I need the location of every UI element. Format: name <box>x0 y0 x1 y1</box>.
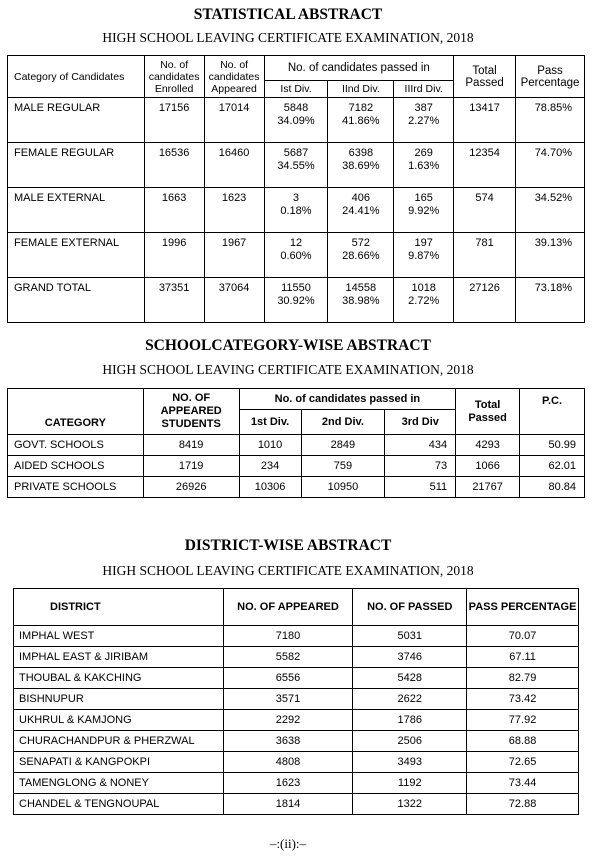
table-row <box>14 689 579 710</box>
pass-percentage-cell: 68.88 <box>467 731 579 752</box>
table-row <box>14 731 579 752</box>
header-appeared: NO. OF APPEARED <box>223 589 353 626</box>
table-row <box>8 143 585 188</box>
header-total-passed: Total Passed <box>456 389 520 435</box>
table-row <box>14 647 579 668</box>
header-enrolled: No. of candidates Enrolled <box>144 56 204 98</box>
div2-cell-percent: 38.69% <box>342 160 380 172</box>
district-cell: UKHRUL & KAMJONG <box>14 710 224 731</box>
statistical-abstract-subtitle: HIGH SCHOOL LEAVING CERTIFICATE EXAMINATION, 2018 <box>102 30 474 45</box>
div2-cell <box>328 278 394 323</box>
passed-cell: 3493 <box>353 752 467 773</box>
district-subtitle: HIGH SCHOOL LEAVING CERTIFICATE EXAMINATION, 2018 <box>102 563 474 578</box>
district-cell: THOUBAL & KAKCHING <box>14 668 224 689</box>
header-passed-in: No. of candidates passed in <box>239 389 456 410</box>
appeared-cell: 17014 <box>204 98 264 143</box>
district-cell: IMPHAL WEST <box>14 626 224 647</box>
div1-cell-count: 5848 <box>283 102 309 114</box>
table-row <box>8 456 585 477</box>
total-passed-cell: 574 <box>454 188 516 233</box>
table-row <box>8 278 585 323</box>
header-passed-in: No. of candidates passed in <box>264 56 454 81</box>
div3-cell <box>394 233 454 278</box>
div1-cell-count: 5687 <box>283 147 309 159</box>
div1-cell <box>264 143 328 188</box>
div1-cell: 10306 <box>239 477 301 498</box>
div1-cell <box>264 188 328 233</box>
pc-cell: 50.99 <box>520 435 585 456</box>
passed-cell: 5031 <box>353 626 467 647</box>
passed-cell: 1786 <box>353 710 467 731</box>
div3-cell-percent: 2.27% <box>408 115 440 127</box>
appeared-cell: 3571 <box>223 689 353 710</box>
pass-percentage-cell: 34.52% <box>516 188 585 233</box>
total-passed-cell: 21767 <box>456 477 520 498</box>
total-passed-cell: 13417 <box>454 98 516 143</box>
div1-cell-percent: 34.09% <box>277 115 315 127</box>
pass-percentage-cell: 39.13% <box>516 233 585 278</box>
pass-percentage-cell: 72.65 <box>467 752 579 773</box>
div3-cell-count: 387 <box>414 102 433 114</box>
district-table <box>13 588 579 815</box>
div2-cell-count: 406 <box>351 192 371 204</box>
enrolled-cell: 17156 <box>144 98 204 143</box>
appeared-cell: 1814 <box>223 794 353 815</box>
category-cell: FEMALE EXTERNAL <box>8 233 145 278</box>
district-title: DISTRICT-WISE ABSTRACT <box>184 537 392 554</box>
total-passed-cell: 1066 <box>456 456 520 477</box>
header-div3: 3rd Div <box>385 410 456 435</box>
table-row <box>8 233 585 278</box>
table-row <box>14 794 579 815</box>
table-row <box>14 710 579 731</box>
pass-percentage-cell: 77.92 <box>467 710 579 731</box>
div2-cell-percent: 28.66% <box>342 250 380 262</box>
pass-percentage-cell: 73.44 <box>467 773 579 794</box>
school-category-title: SCHOOLCATEGORY-WISE ABSTRACT <box>145 337 431 354</box>
div1-cell-count: 12 <box>289 237 303 249</box>
district-cell: TAMENGLONG & NONEY <box>14 773 224 794</box>
header-total-passed: Total Passed <box>454 56 516 98</box>
appeared-cell: 2292 <box>223 710 353 731</box>
div2-cell <box>328 188 394 233</box>
appeared-cell: 6556 <box>223 668 353 689</box>
div2-cell <box>328 233 394 278</box>
pass-percentage-cell: 73.18% <box>516 278 585 323</box>
header-div2: IInd Div. <box>328 81 394 98</box>
appeared-cell: 8419 <box>143 435 239 456</box>
div1-cell-percent: 0.60% <box>280 250 312 262</box>
table-row <box>8 477 585 498</box>
category-cell: MALE REGULAR <box>8 98 145 143</box>
div3-cell <box>394 278 454 323</box>
table-row <box>8 435 585 456</box>
district-cell: BISHNUPUR <box>14 689 224 710</box>
header-div1: 1st Div. <box>239 410 301 435</box>
div2-cell <box>328 143 394 188</box>
div3-cell-percent: 2.72% <box>408 295 440 307</box>
div2-cell: 759 <box>301 456 385 477</box>
pass-percentage-cell: 74.70% <box>516 143 585 188</box>
div1-cell-count: 3 <box>292 192 300 204</box>
category-cell: PRIVATE SCHOOLS <box>8 477 144 498</box>
div3-cell <box>394 188 454 233</box>
pass-percentage-cell: 78.85% <box>516 98 585 143</box>
appeared-cell: 16460 <box>204 143 264 188</box>
div2-cell-percent: 24.41% <box>342 205 380 217</box>
district-cell: CHURACHANDPUR & PHERZWAL <box>14 731 224 752</box>
total-passed-cell: 12354 <box>454 143 516 188</box>
appeared-cell: 1719 <box>143 456 239 477</box>
enrolled-cell: 37351 <box>144 278 204 323</box>
div3-cell-count: 269 <box>414 147 433 159</box>
appeared-cell: 1623 <box>204 188 264 233</box>
table-row <box>14 626 579 647</box>
district-cell: CHANDEL & TENGNOUPAL <box>14 794 224 815</box>
total-passed-cell: 4293 <box>456 435 520 456</box>
header-district: DISTRICT <box>14 589 224 626</box>
table-row <box>14 752 579 773</box>
appeared-cell: 26926 <box>143 477 239 498</box>
div1-cell: 234 <box>239 456 301 477</box>
div3-cell <box>394 98 454 143</box>
div1-cell <box>264 278 328 323</box>
school-category-subtitle: HIGH SCHOOL LEAVING CERTIFICATE EXAMINATION, 2018 <box>102 362 474 377</box>
total-passed-cell: 27126 <box>454 278 516 323</box>
statistical-abstract-title: STATISTICAL ABSTRACT <box>193 6 383 23</box>
district-cell: SENAPATI & KANGPOKPI <box>14 752 224 773</box>
table-row <box>14 668 579 689</box>
header-div3: IIIrd Div. <box>394 81 454 98</box>
category-cell: FEMALE REGULAR <box>8 143 145 188</box>
div2-cell-count: 6398 <box>348 147 374 159</box>
category-cell: GRAND TOTAL <box>8 278 145 323</box>
header-pc: P.C. <box>520 389 585 435</box>
table-row <box>8 98 585 143</box>
appeared-cell: 1623 <box>223 773 353 794</box>
appeared-cell: 1967 <box>204 233 264 278</box>
passed-cell: 3746 <box>353 647 467 668</box>
category-cell: MALE EXTERNAL <box>8 188 145 233</box>
pc-cell: 80.84 <box>520 477 585 498</box>
div3-cell-count: 197 <box>414 237 433 249</box>
div3-cell-count: 1018 <box>411 282 436 294</box>
header-category: Category of Candidates <box>8 56 145 98</box>
pass-percentage-cell: 73.42 <box>467 689 579 710</box>
enrolled-cell: 1663 <box>144 188 204 233</box>
div2-cell-count: 7182 <box>348 102 374 114</box>
page-number: –:(ii):– <box>269 836 307 851</box>
pass-percentage-cell: 67.11 <box>467 647 579 668</box>
div3-cell: 73 <box>385 456 456 477</box>
div1-cell-percent: 0.18% <box>280 205 312 217</box>
div2-cell: 2849 <box>301 435 385 456</box>
appeared-cell: 3638 <box>223 731 353 752</box>
enrolled-cell: 1996 <box>144 233 204 278</box>
appeared-cell: 4808 <box>223 752 353 773</box>
pc-cell: 62.01 <box>520 456 585 477</box>
div2-cell-count: 14558 <box>345 282 377 294</box>
div3-cell: 434 <box>385 435 456 456</box>
table-row <box>8 188 585 233</box>
header-passed: NO. OF PASSED <box>353 589 467 626</box>
div3-cell-percent: 9.87% <box>408 250 440 262</box>
header-pass-percentage: PASS PERCENTAGE <box>467 589 579 626</box>
div2-cell-percent: 38.98% <box>342 295 380 307</box>
school-category-table <box>7 388 585 498</box>
pass-percentage-cell: 72.88 <box>467 794 579 815</box>
passed-cell: 5428 <box>353 668 467 689</box>
div3-cell-percent: 1.63% <box>408 160 440 172</box>
pass-percentage-cell: 70.07 <box>467 626 579 647</box>
div1-cell: 1010 <box>239 435 301 456</box>
passed-cell: 1192 <box>353 773 467 794</box>
passed-cell: 2506 <box>353 731 467 752</box>
header-appeared-students: NO. OF APPEARED STUDENTS <box>143 389 239 435</box>
table-row <box>14 773 579 794</box>
div2-cell-count: 572 <box>351 237 371 249</box>
div1-cell <box>264 98 328 143</box>
appeared-cell: 37064 <box>204 278 264 323</box>
appeared-cell: 5582 <box>223 647 353 668</box>
header-category: CATEGORY <box>8 389 144 435</box>
div1-cell <box>264 233 328 278</box>
div2-cell: 10950 <box>301 477 385 498</box>
statistical-abstract-table <box>7 55 585 323</box>
div2-cell-percent: 41.86% <box>342 115 380 127</box>
div1-cell-percent: 34.55% <box>277 160 315 172</box>
passed-cell: 1322 <box>353 794 467 815</box>
passed-cell: 2622 <box>353 689 467 710</box>
district-cell: IMPHAL EAST & JIRIBAM <box>14 647 224 668</box>
div3-cell: 511 <box>385 477 456 498</box>
div2-cell <box>328 98 394 143</box>
total-passed-cell: 781 <box>454 233 516 278</box>
div3-cell <box>394 143 454 188</box>
category-cell: AIDED SCHOOLS <box>8 456 144 477</box>
div1-cell-count: 11550 <box>281 282 311 294</box>
header-pass-percentage: Pass Percentage <box>516 56 585 98</box>
appeared-cell: 7180 <box>223 626 353 647</box>
pass-percentage-cell: 82.79 <box>467 668 579 689</box>
enrolled-cell: 16536 <box>144 143 204 188</box>
category-cell: GOVT. SCHOOLS <box>8 435 144 456</box>
header-appeared: No. of candidates Appeared <box>204 56 264 98</box>
div3-cell-percent: 9.92% <box>408 205 440 217</box>
header-div1: Ist Div. <box>264 81 328 98</box>
div1-cell-percent: 30.92% <box>277 295 315 307</box>
header-div2: 2nd Div. <box>301 410 385 435</box>
div3-cell-count: 165 <box>414 192 433 204</box>
